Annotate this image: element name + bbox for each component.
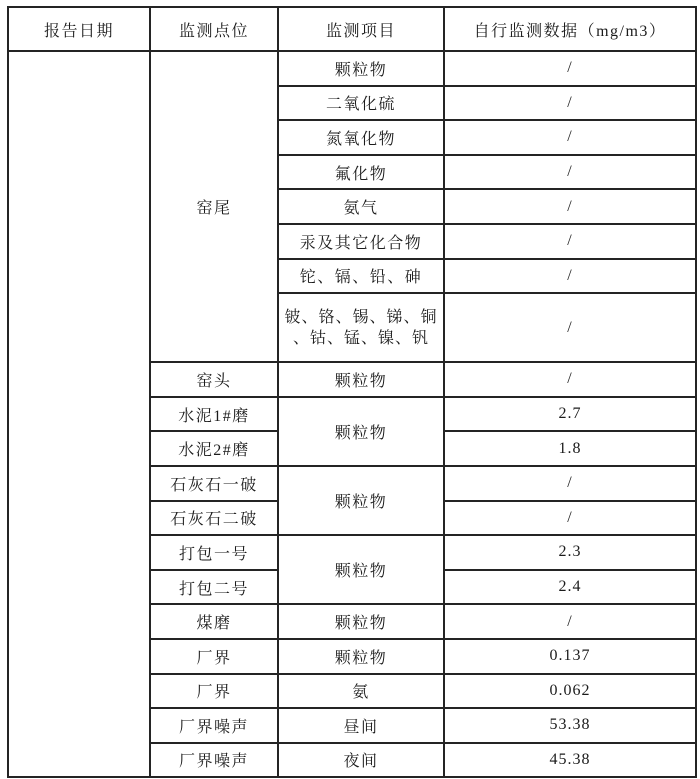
item-cell: 铊、镉、铅、砷 bbox=[278, 259, 444, 294]
point-cell: 水泥2#磨 bbox=[150, 431, 278, 466]
header-monitor-point: 监测点位 bbox=[150, 7, 278, 51]
header-monitor-data: 自行监测数据（mg/m3） bbox=[444, 7, 696, 51]
point-cell: 煤磨 bbox=[150, 604, 278, 639]
item-cell: 氮氧化物 bbox=[278, 120, 444, 155]
value-cell: / bbox=[444, 604, 696, 639]
value-cell: / bbox=[444, 466, 696, 501]
point-cell: 窑尾 bbox=[150, 51, 278, 362]
item-cell: 颗粒物 bbox=[278, 604, 444, 639]
item-cell: 二氧化硫 bbox=[278, 86, 444, 121]
value-cell: / bbox=[444, 155, 696, 190]
value-cell: / bbox=[444, 362, 696, 397]
value-cell: / bbox=[444, 51, 696, 86]
item-cell: 氨 bbox=[278, 674, 444, 709]
item-cell: 汞及其它化合物 bbox=[278, 224, 444, 259]
point-cell: 厂界噪声 bbox=[150, 743, 278, 778]
item-cell bbox=[278, 293, 444, 362]
value-cell: / bbox=[444, 86, 696, 121]
point-cell: 厂界 bbox=[150, 639, 278, 674]
point-cell: 打包二号 bbox=[150, 570, 278, 605]
item-cell: 颗粒物 bbox=[278, 466, 444, 535]
point-cell: 窑头 bbox=[150, 362, 278, 397]
point-cell: 厂界噪声 bbox=[150, 708, 278, 743]
header-monitor-item: 监测项目 bbox=[278, 7, 444, 51]
point-cell: 石灰石一破 bbox=[150, 466, 278, 501]
point-cell: 打包一号 bbox=[150, 535, 278, 570]
item-cell: 颗粒物 bbox=[278, 397, 444, 466]
value-cell: 2.4 bbox=[444, 570, 696, 605]
self-monitoring-table bbox=[7, 6, 697, 778]
item-cell: 颗粒物 bbox=[278, 535, 444, 604]
item-cell: 颗粒物 bbox=[278, 639, 444, 674]
item-line-2: 、钴、锰、镍、钒 bbox=[292, 329, 429, 347]
point-cell: 石灰石二破 bbox=[150, 501, 278, 536]
value-cell: 2.3 bbox=[444, 535, 696, 570]
point-cell: 厂界 bbox=[150, 674, 278, 709]
header-row bbox=[8, 7, 696, 51]
item-cell: 颗粒物 bbox=[278, 362, 444, 397]
item-cell: 夜间 bbox=[278, 743, 444, 778]
value-cell: 53.38 bbox=[444, 708, 696, 743]
value-cell: / bbox=[444, 259, 696, 294]
value-cell: 0.062 bbox=[444, 674, 696, 709]
item-cell: 颗粒物 bbox=[278, 51, 444, 86]
item-cell: 昼间 bbox=[278, 708, 444, 743]
value-cell: / bbox=[444, 293, 696, 362]
value-cell: / bbox=[444, 501, 696, 536]
report-date-cell bbox=[8, 51, 150, 777]
item-line-1: 铍、铬、锡、锑、铜 bbox=[284, 308, 438, 326]
value-cell: 0.137 bbox=[444, 639, 696, 674]
value-cell: 45.38 bbox=[444, 743, 696, 778]
value-cell: / bbox=[444, 120, 696, 155]
value-cell: / bbox=[444, 189, 696, 224]
value-cell: 2.7 bbox=[444, 397, 696, 432]
value-cell: / bbox=[444, 224, 696, 259]
value-cell: 1.8 bbox=[444, 431, 696, 466]
point-cell: 水泥1#磨 bbox=[150, 397, 278, 432]
item-cell: 氟化物 bbox=[278, 155, 444, 190]
item-cell: 氨气 bbox=[278, 189, 444, 224]
header-report-date: 报告日期 bbox=[8, 7, 150, 51]
table-row bbox=[8, 51, 696, 86]
